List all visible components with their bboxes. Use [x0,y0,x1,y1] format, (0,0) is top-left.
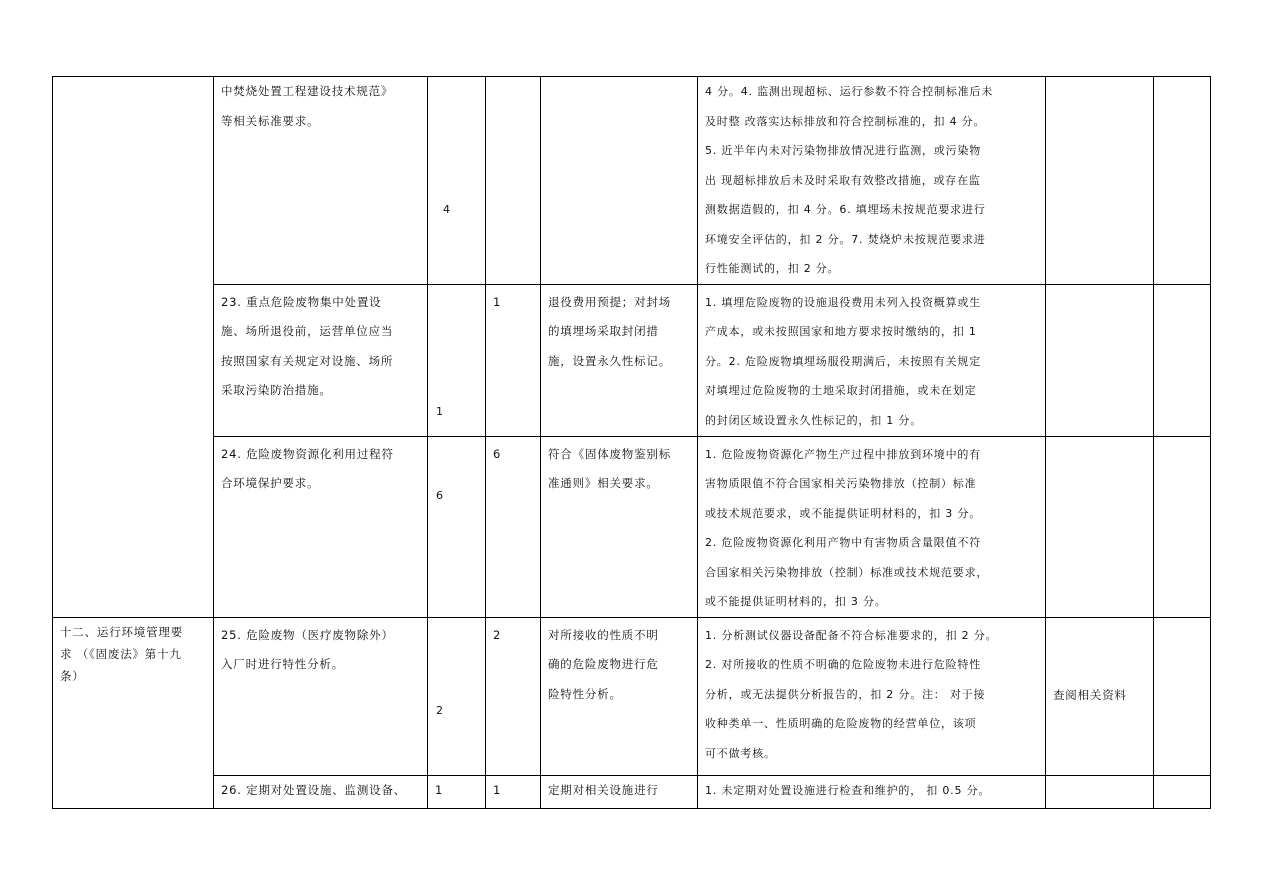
method-cell [1046,284,1154,436]
result-cell [1154,775,1211,808]
category-cell [53,77,214,618]
deduction-text: 1. 危险废物资源化产物生产过程中排放到环境中的有 害物质限值不符合国家相关污染物排放（控制）标准 或技术规范要求，或不能提供证明材料的，扣 3 分。 2. 危险废物资源化利用产物中有害物质含量限值不符 合国家相关污染物排放（控制）标准或技术规范要求， 或不能提供证明材料的，扣 3 分。 [705,447,989,608]
deduction-text: 1. 未定期对处置设施进行检查和维护的， 扣 0.5 分。 [705,783,991,797]
requirement-text: 符合《固体废物鉴别标 准通则》相关要求。 [548,446,671,490]
table-row [53,77,1211,285]
deduction-text: 1. 填埋危险废物的设施退役费用未列入投资概算或生 产成本，或未按照国家和地方要求按时缴纳的，扣 1 分。2. 危险废物填埋场服役期满后，未按照有关规定 对填埋过危险废物的土地采取封闭措施，或未在划定 的封闭区域设置永久性标记的，扣 1 分。 [705,295,981,427]
table-row [53,775,1211,808]
score-cell [428,617,486,775]
deduction-text: 1. 分析测试仪器设备配备不符合标准要求的，扣 2 分。 2. 对所接收的性质不明确的危险废物未进行危险特性 分析，或无法提供分析报告的，扣 2 分。注： 对于接 收种类单一、性质明确的危险废物的经营单位，该项 可不做考核。 [705,628,998,760]
points-text: 1 [493,782,502,797]
points-text: 2 [493,627,502,642]
score-text: 2 [436,703,443,717]
deduction-cell [698,284,1046,436]
table-row [53,436,1211,617]
result-cell [1154,284,1211,436]
category-text: 十二、运行环境管理要 求 （《固废法》第十九 条） [60,624,183,683]
item-cell [214,77,428,285]
category-cell [53,617,214,808]
table-row [53,617,1211,775]
requirement-cell [541,77,698,285]
item-cell [214,775,428,808]
deduction-cell [698,436,1046,617]
category-text [53,77,213,80]
item-cell [214,436,428,617]
result-cell [1154,77,1211,285]
points-cell [486,77,541,285]
requirement-cell [541,617,698,775]
method-cell [1046,436,1154,617]
score-cell [428,775,486,808]
deduction-cell [698,617,1046,775]
points-cell [486,617,541,775]
points-cell [486,284,541,436]
deduction-cell [698,775,1046,808]
points-cell [486,436,541,617]
item-text: 25. 危险废物（医疗废物除外） 入厂时进行特性分析。 [221,627,394,671]
result-cell [1154,617,1211,775]
score-text: 4 [443,203,450,216]
deduction-cell [698,77,1046,285]
item-text: 26. 定期对处置设施、监测设备、 [221,782,407,797]
requirement-cell [541,775,698,808]
requirement-text: 退役费用预提；对封场 的填埋场采取封闭措 施，设置永久性标记。 [548,294,671,368]
item-cell [214,617,428,775]
method-cell [1046,775,1154,808]
score-cell [428,436,486,617]
assessment-table [52,76,1211,809]
score-text: 1 [436,404,443,418]
requirement-cell [541,436,698,617]
score-text: 1 [435,782,444,797]
item-text: 24. 危险废物资源化利用过程符 合环境保护要求。 [221,446,394,490]
deduction-text: 4 分。4. 监测出现超标、运行参数不符合控制标准后未 及时整 改落实达标排放和符合控制标准的，扣 4 分。 5. 近半年内未对污染物排放情况进行监测，或污染物 出 现超标排放后未及时采取有效整改措施，或存在监 测数据造假的，扣 4 分。6. 填埋场未按规范要求进行 环境安全评估的，扣 2 分。7. 焚烧炉未按规范要求进 行性能测试的，扣 2 分。 [705,85,994,275]
points-cell [486,775,541,808]
points-text: 1 [493,294,502,309]
table-row [53,284,1211,436]
method-cell [1046,77,1154,285]
result-cell [1154,436,1211,617]
requirement-text: 对所接收的性质不明 确的危险废物进行危 险特性分析。 [548,627,659,701]
method-text: 查阅相关资料 [1053,688,1127,703]
requirement-cell [541,284,698,436]
item-text: 中焚烧处置工程建设技术规范》 等相关标准要求。 [221,84,394,128]
method-cell [1046,617,1154,775]
item-text: 23. 重点危险废物集中处置设 施、场所退役前，运营单位应当 按照国家有关规定对设施、场所 采取污染防治措施。 [221,294,394,397]
score-cell [428,284,486,436]
score-text: 6 [436,488,443,502]
requirement-text: 定期对相关设施进行 [548,782,659,797]
points-text: 6 [493,446,502,461]
score-cell [428,77,486,285]
item-cell [214,284,428,436]
